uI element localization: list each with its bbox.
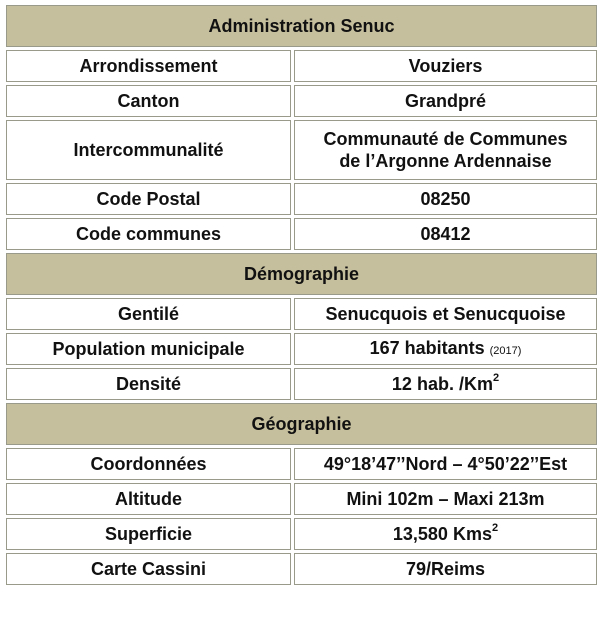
section-demographie-row bbox=[6, 253, 597, 295]
table-row bbox=[6, 483, 597, 515]
canton-value: Grandpré bbox=[294, 85, 597, 117]
densite-exponent: 2 bbox=[492, 372, 500, 384]
population-count: 167 habitants bbox=[369, 337, 485, 358]
section-administration-row bbox=[6, 5, 597, 47]
arrondissement-value: Vouziers bbox=[294, 50, 597, 82]
population-value bbox=[294, 333, 597, 365]
carte-cassini-value: 79/Reims bbox=[294, 553, 597, 585]
gentile-value: Senucquois et Senucquoise bbox=[294, 298, 597, 330]
densite-number: 12 hab. /Km bbox=[391, 374, 493, 394]
table-row bbox=[6, 85, 597, 117]
population-year: (2017) bbox=[489, 344, 522, 357]
gentile-label: Gentilé bbox=[6, 298, 291, 330]
intercommunalite-value bbox=[294, 120, 597, 180]
code-postal-value: 08250 bbox=[294, 183, 597, 215]
arrondissement-label: Arrondissement bbox=[6, 50, 291, 82]
canton-label: Canton bbox=[6, 85, 291, 117]
carte-cassini-label: Carte Cassini bbox=[6, 553, 291, 585]
densite-value bbox=[294, 368, 597, 400]
intercommunalite-value-line1: Communauté de Communes bbox=[323, 129, 568, 149]
superficie-exponent: 2 bbox=[491, 522, 499, 534]
densite-label: Densité bbox=[6, 368, 291, 400]
section-title-demographie: Démographie bbox=[6, 253, 597, 295]
section-title-geographie: Géographie bbox=[6, 403, 597, 445]
coordonnees-label: Coordonnées bbox=[6, 448, 291, 480]
table-row bbox=[6, 333, 597, 365]
code-communes-value: 08412 bbox=[294, 218, 597, 250]
table-row bbox=[6, 518, 597, 550]
intercommunalite-label: Intercommunalité bbox=[6, 120, 291, 180]
code-postal-label: Code Postal bbox=[6, 183, 291, 215]
table-row bbox=[6, 298, 597, 330]
table-row bbox=[6, 183, 597, 215]
table-row bbox=[6, 448, 597, 480]
population-label: Population municipale bbox=[6, 333, 291, 365]
superficie-number: 13,580 Kms bbox=[392, 524, 492, 544]
altitude-label: Altitude bbox=[6, 483, 291, 515]
table-row bbox=[6, 553, 597, 585]
code-communes-label: Code communes bbox=[6, 218, 291, 250]
table-row bbox=[6, 218, 597, 250]
superficie-value bbox=[294, 518, 597, 550]
table-row bbox=[6, 120, 597, 180]
table-row bbox=[6, 50, 597, 82]
intercommunalite-value-line2: de l’Argonne Ardennaise bbox=[339, 151, 552, 171]
section-geographie-row bbox=[6, 403, 597, 445]
superficie-label: Superficie bbox=[6, 518, 291, 550]
coordonnees-value: 49°18’47’’Nord – 4°50’22’’Est bbox=[294, 448, 597, 480]
altitude-value: Mini 102m – Maxi 213m bbox=[294, 483, 597, 515]
commune-info-table bbox=[3, 2, 600, 588]
section-title-administration: Administration Senuc bbox=[6, 5, 597, 47]
table-row bbox=[6, 368, 597, 400]
